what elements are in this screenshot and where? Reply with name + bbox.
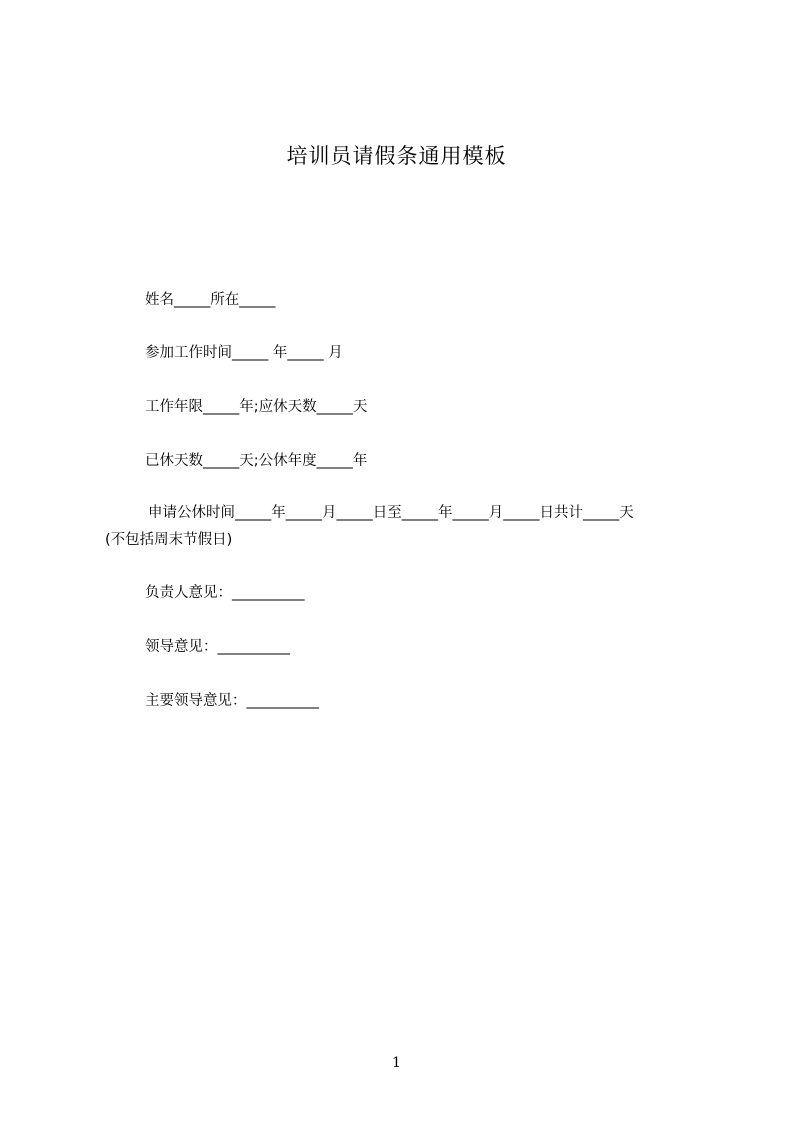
work-years-line: 工作年限_____年;应休天数_____天 [145,399,368,415]
chief-leader-opinion-line: 主要领导意见：__________ [145,693,319,709]
leave-time-note: (不包括周末节假日) [105,532,233,548]
name-department-line: 姓名_____所在_____ [145,292,276,308]
leave-time-line: 申请公休时间_____年_____月_____日至_____年_____月_____日共计_____天 [148,505,634,521]
document-title: 培训员请假条通用模板 [286,144,507,168]
leader-opinion-line: 领导意见：__________ [145,639,290,655]
rested-days-line: 已休天数_____天;公休年度_____年 [145,453,368,469]
supervisor-opinion-line: 负责人意见：__________ [145,585,305,601]
page-number: 1 [392,1055,401,1071]
work-start-line: 参加工作时间_____ 年_____ 月 [145,345,343,361]
